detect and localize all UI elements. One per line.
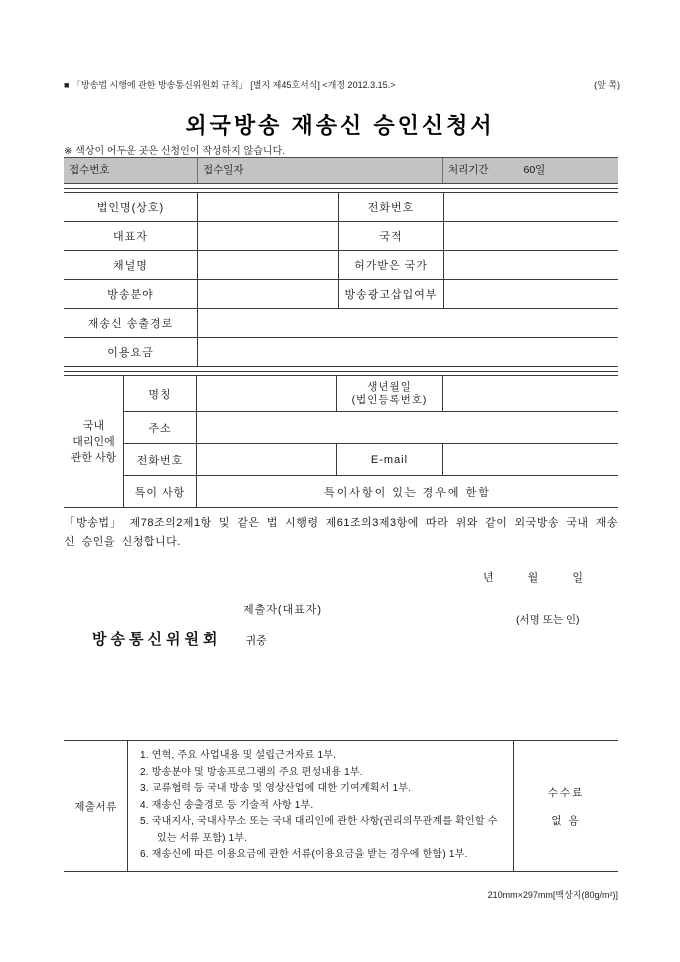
paper-spec: 210mm×297mm[백상지(80g/m²)] (487, 890, 618, 900)
agent-address-field (197, 412, 618, 443)
processing-period-label: 처리기간 (448, 164, 489, 176)
documents-table (64, 740, 618, 872)
fee-value: 없 음 (551, 814, 581, 827)
ad-insertion-field (444, 280, 618, 308)
agent-row-name (124, 376, 618, 412)
agent-phone-label: 전화번호 (124, 444, 197, 475)
table-row-representative (64, 222, 618, 251)
documents-header: 제출서류 (64, 741, 128, 871)
phone-field (444, 193, 618, 221)
table-row-transmission-route (64, 309, 618, 338)
usage-fee-label: 이용요금 (64, 338, 198, 366)
nationality-label: 국적 (339, 222, 444, 250)
agent-special-note: 특이사항이 있는 경우에 한함 (324, 486, 491, 499)
processing-period-cell (443, 158, 618, 183)
channel-name-field (198, 251, 339, 279)
nationality-field (444, 222, 618, 250)
document-item: 6. 재송신에 따른 이용요금에 관한 서류(이용요금을 받는 경우에 한함) 1부. (140, 849, 468, 860)
processing-period-value: 60일 (523, 164, 546, 176)
fee-label: 수수료 (547, 786, 585, 799)
licensed-country-field (444, 251, 618, 279)
agent-row-address (124, 412, 618, 444)
agent-row-phone (124, 444, 618, 476)
birthdate-line1: 생년월일 (367, 380, 412, 393)
usage-fee-field (198, 338, 618, 366)
table-row-channel (64, 251, 618, 280)
document-item: 2. 방송분야 및 방송프로그램의 주요 편성내용 1부. (140, 766, 363, 778)
receipt-row (64, 157, 618, 184)
documents-list (128, 741, 514, 871)
agent-phone-field (197, 444, 337, 475)
company-name-label: 법인명(상호) (64, 193, 198, 221)
agent-row-special (124, 476, 618, 507)
submitter-label: 제출자(대표자) (243, 604, 323, 616)
company-name-field (198, 193, 339, 221)
transmission-route-field (198, 309, 618, 337)
agent-email-field (443, 444, 618, 475)
table-row-broadcast-field (64, 280, 618, 309)
regulation-reference: ■ 「방송법 시행에 관한 방송통신위원회 규칙」 [별지 제45호서식] <개정 2012.3.15.> (64, 80, 396, 90)
document-item: 1. 연혁, 주요 사업내용 및 설립근거자료 1부. (140, 750, 337, 761)
representative-label: 대표자 (64, 222, 198, 250)
agent-birthdate-label (337, 376, 443, 411)
broadcast-field-label: 방송분야 (64, 280, 198, 308)
document-item: 4. 재송신 송출경로 등 기술적 사항 1부. (140, 799, 314, 811)
agent-name-field (197, 376, 337, 411)
year-label: 년 (483, 572, 494, 584)
date-line (483, 569, 583, 585)
applicant-table (64, 188, 618, 367)
form-header (64, 78, 620, 91)
recipient-line (92, 628, 267, 649)
fee-cell (514, 741, 618, 871)
broadcast-field-field (198, 280, 339, 308)
birthdate-line2: (법인등록번호) (351, 393, 428, 406)
recipient-organization: 방송통신위원회 (92, 631, 222, 648)
receipt-number-label: 접수번호 (64, 158, 198, 183)
table-row-usage-fee (64, 338, 618, 367)
agent-name-label: 명칭 (124, 376, 197, 411)
ad-insertion-label: 방송광고삽입여부 (339, 280, 444, 308)
agent-birthdate-field (443, 376, 618, 411)
phone-label: 전화번호 (339, 193, 444, 221)
transmission-route-label: 재송신 송출경로 (64, 309, 198, 337)
representative-field (198, 222, 339, 250)
day-label: 일 (572, 572, 583, 584)
signature-hint: (서명 또는 인) (516, 614, 580, 626)
receipt-date-label: 접수일자 (198, 158, 443, 183)
instruction-note: ※ 색상이 어두운 곳은 신청인이 작성하지 않습니다. (64, 146, 286, 157)
channel-name-label: 채널명 (64, 251, 198, 279)
agent-address-label: 주소 (124, 412, 197, 443)
domestic-agent-section (64, 371, 618, 508)
licensed-country-label: 허가받은 국가 (339, 251, 444, 279)
agent-header-line1: 국내 (82, 419, 105, 432)
agent-special-label: 특이 사항 (124, 476, 197, 507)
agent-header-line2: 대리인에 (72, 435, 115, 448)
form-title: 외국방송 재송신 승인신청서 (185, 113, 495, 138)
document-item: 5. 국내지사, 국내사무소 또는 국내 대리인에 관한 사항(권리의무관계를 확인할 수 있는 서류 포함) 1부. (140, 816, 498, 844)
table-row-company (64, 193, 618, 222)
recipient-honorific: 귀중 (245, 635, 267, 647)
agent-section-header (64, 376, 124, 507)
document-item: 3. 교류협력 등 국내 방송 및 영상산업에 대한 기여계획서 1부. (140, 783, 412, 794)
agent-header-line3: 관한 사항 (70, 451, 117, 464)
page-side-label: (앞 쪽) (594, 80, 620, 90)
agent-email-label: E-mail (337, 444, 443, 475)
declaration-text: 「방송법」 제78조의2제1항 및 같은 법 시행령 제61조의3제3항에 따라 위와 같이 외국방송 국내 재송신 승인을 신청합니다. (64, 517, 618, 548)
month-label: 월 (527, 572, 539, 584)
